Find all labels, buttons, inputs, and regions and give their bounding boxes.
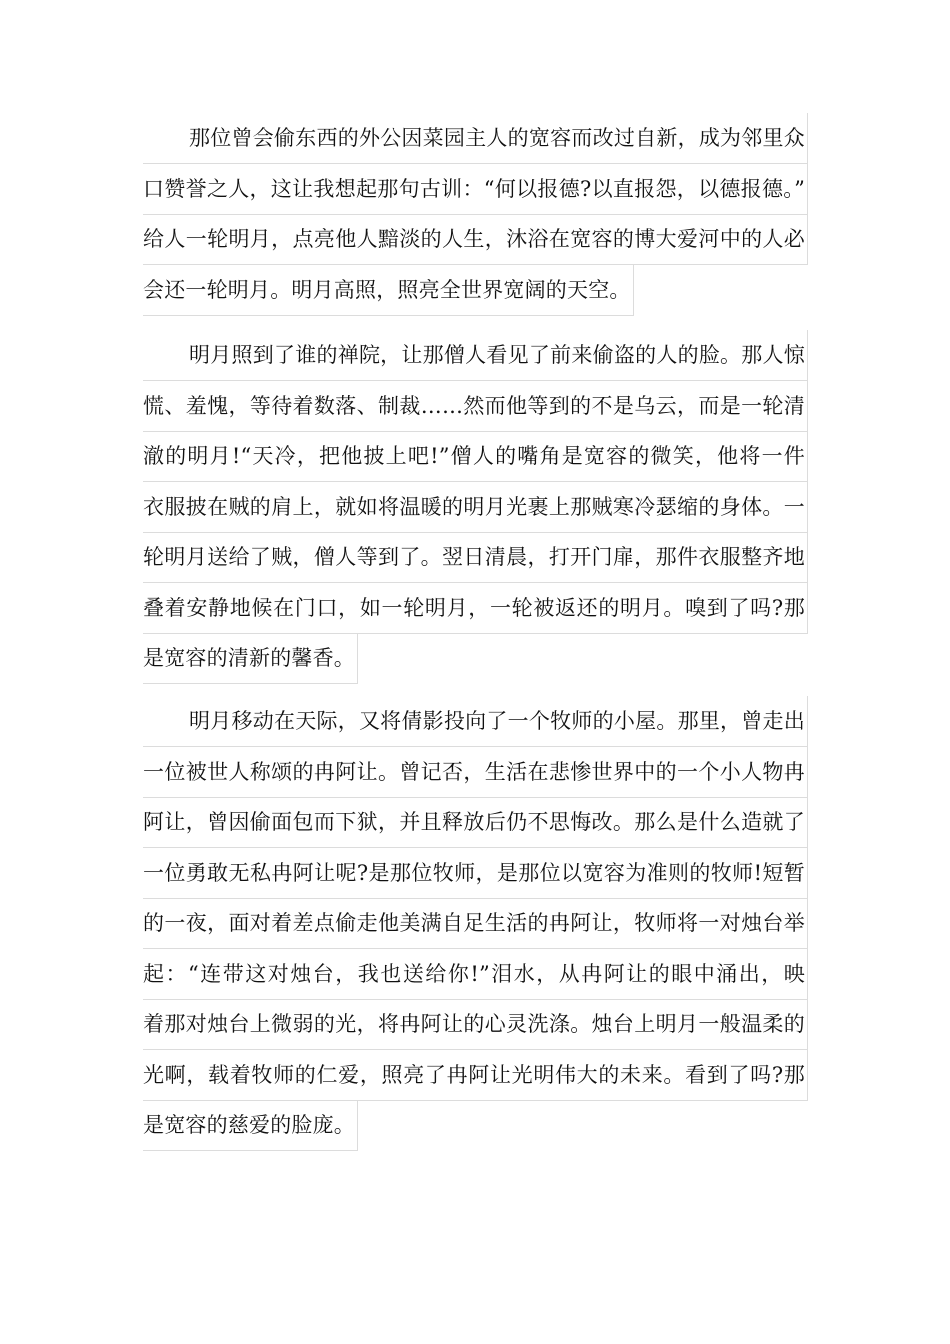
text-line xyxy=(143,482,807,533)
text-line xyxy=(143,431,807,482)
text-line xyxy=(143,696,807,747)
paragraph-3 xyxy=(143,696,807,1151)
text-line xyxy=(143,214,807,265)
line-text: 是宽容的慈爱的脸庞。 xyxy=(143,1100,358,1151)
text-line xyxy=(143,747,807,798)
text-line xyxy=(143,265,807,316)
text-line xyxy=(143,164,807,215)
line-text: 光啊，载着牧师的仁爱，照亮了冉阿让光明伟大的未来。看到了吗?那 xyxy=(143,1050,808,1101)
line-text: 一位勇敢无私冉阿让呢?是那位牧师，是那位以宽容为准则的牧师!短暂 xyxy=(143,848,808,899)
line-text: 起：“连带这对烛台，我也送给你!”泪水，从冉阿让的眼中涌出，映 xyxy=(143,949,808,1000)
line-text: 明月照到了谁的禅院，让那僧人看见了前来偷盗的人的脸。那人惊 xyxy=(143,330,808,381)
line-text: 那位曾会偷东西的外公因菜园主人的宽容而改过自新，成为邻里众 xyxy=(143,113,808,164)
text-line xyxy=(143,583,807,634)
paragraph-2 xyxy=(143,330,807,684)
line-text: 一位被世人称颂的冉阿让。曾记否，生活在悲惨世界中的一个小人物冉 xyxy=(143,747,808,798)
line-text: 着那对烛台上微弱的光，将冉阿让的心灵洗涤。烛台上明月一般温柔的 xyxy=(143,999,808,1050)
text-line xyxy=(143,848,807,899)
paragraph-1 xyxy=(143,113,807,315)
line-text: 叠着安静地候在门口，如一轮明月，一轮被返还的明月。嗅到了吗?那 xyxy=(143,583,808,634)
line-text: 澈的明月!“天冷，把他披上吧!”僧人的嘴角是宽容的微笑，他将一件 xyxy=(143,431,808,482)
line-text: 给人一轮明月，点亮他人黯淡的人生，沐浴在宽容的博大爱河中的人必 xyxy=(143,214,808,265)
line-text: 慌、羞愧，等待着数落、制裁……然而他等到的不是乌云，而是一轮清 xyxy=(143,381,808,432)
text-line xyxy=(143,330,807,381)
line-text: 口赞誉之人，这让我想起那句古训：“何以报德?以直报怨，以德报德。” xyxy=(143,164,808,215)
text-line xyxy=(143,633,807,684)
text-line xyxy=(143,999,807,1050)
text-line xyxy=(143,797,807,848)
line-text: 会还一轮明月。明月高照，照亮全世界宽阔的天空。 xyxy=(143,265,634,316)
line-text: 的一夜，面对着差点偷走他美满自足生活的冉阿让，牧师将一对烛台举 xyxy=(143,898,808,949)
text-line xyxy=(143,949,807,1000)
line-text: 是宽容的清新的馨香。 xyxy=(143,633,358,684)
line-text: 明月移动在天际，又将倩影投向了一个牧师的小屋。那里，曾走出 xyxy=(143,696,808,747)
text-line xyxy=(143,1100,807,1151)
line-text: 衣服披在贼的肩上，就如将温暖的明月光裹上那贼寒冷瑟缩的身体。一 xyxy=(143,482,808,533)
text-line xyxy=(143,113,807,164)
text-line xyxy=(143,1050,807,1101)
line-text: 阿让，曾因偷面包而下狱，并且释放后仍不思悔改。那么是什么造就了 xyxy=(143,797,808,848)
text-line xyxy=(143,381,807,432)
text-line xyxy=(143,532,807,583)
text-line xyxy=(143,898,807,949)
line-text: 轮明月送给了贼，僧人等到了。翌日清晨，打开门扉，那件衣服整齐地 xyxy=(143,532,808,583)
